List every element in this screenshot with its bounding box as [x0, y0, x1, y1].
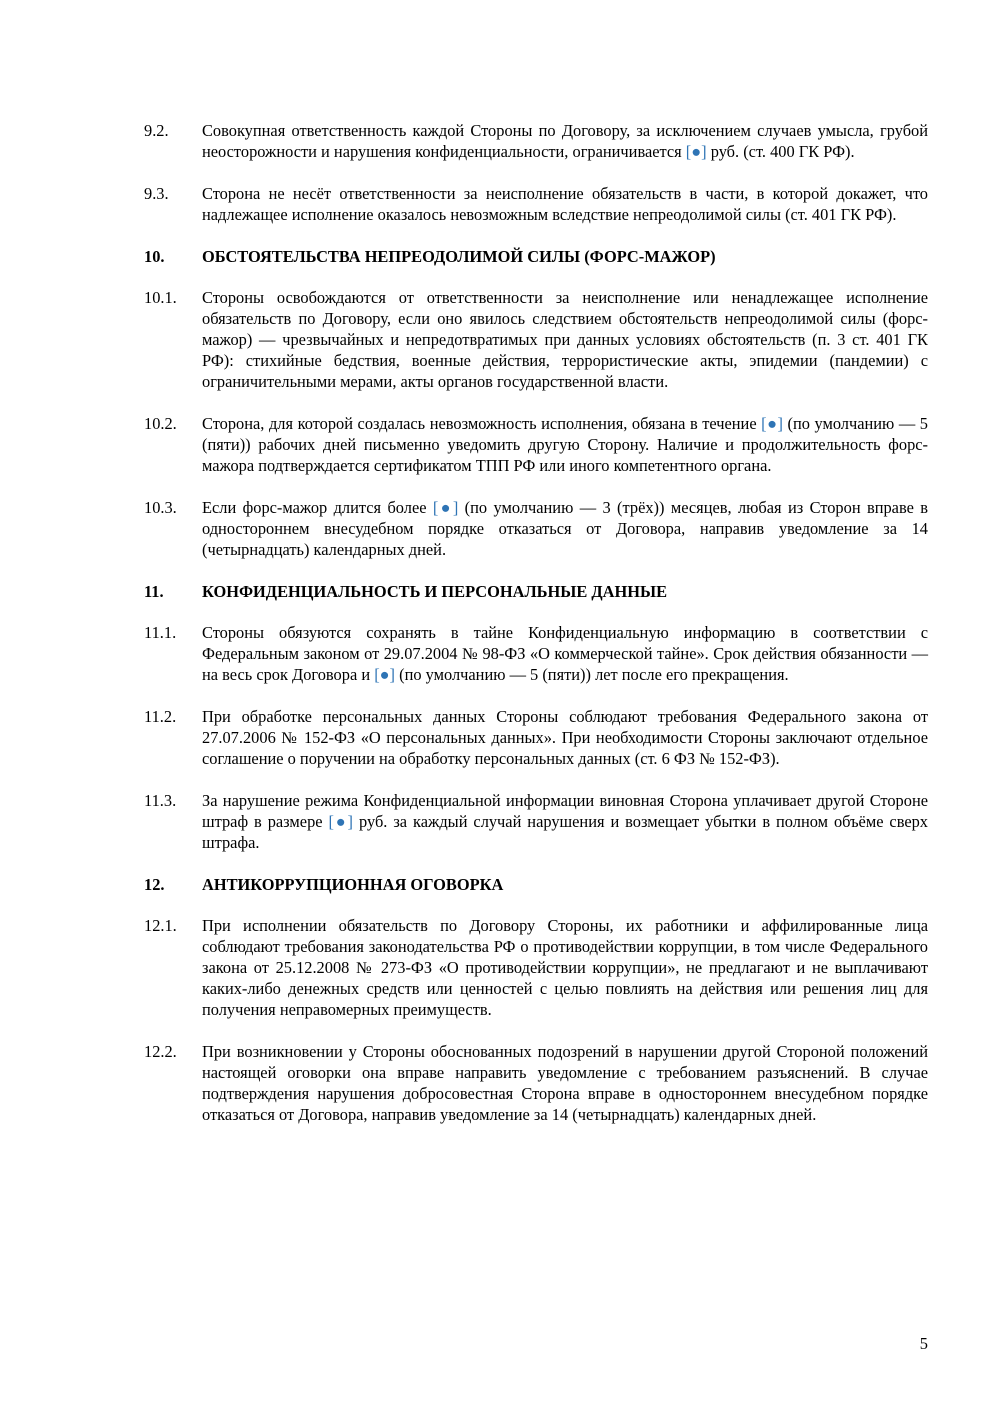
clause-number: 10.3. — [144, 498, 177, 517]
clause-number: 11.2. — [144, 707, 177, 726]
section-number: 12. — [144, 875, 165, 894]
section-title-text: КОНФИДЕНЦИАЛЬНОСТЬ И ПЕРСОНАЛЬНЫЕ ДАННЫЕ — [202, 582, 668, 601]
clause-number: 10.1. — [144, 288, 177, 307]
clause-text-part: Стороны освобождаются от ответственности за неисполнение или ненадлежащее исполнение обязательств по Договору, если оно явилось следствием обстоятельств непреодолимой силы (форс-мажор) — чрезвычайных и непредотвратимых при данных условиях обстоятельств (п. 3 ст. 401 ГК РФ): стихийные бедствия, военные действия, террористические акты, эпидемии (пандемии) с ограничительными мерами, акты органов государственной власти. — [202, 288, 928, 391]
clause-number: 12.1. — [144, 916, 177, 935]
clause-text-part: При обработке персональных данных Стороны соблюдают требования Федерального закона от 27.07.2006 № 152-ФЗ «О персональных данных». При необходимости Стороны заключают отдельное соглашение о поручении на обработку персональных данных (ст. 6 ФЗ № 152-ФЗ). — [202, 707, 928, 768]
placeholder-marker: [●] — [432, 498, 459, 517]
placeholder-marker: [●] — [761, 414, 783, 433]
clause-12-1 — [144, 915, 928, 1020]
section-heading-12 — [144, 874, 928, 895]
clause-text — [202, 622, 928, 685]
section-heading-11 — [144, 581, 928, 602]
placeholder-marker: [●] — [685, 142, 707, 161]
clause-text-part: Совокупная ответственность каждой Стороны по Договору, за исключением случаев умысла, грубой неосторожности и нарушения конфиденциальности, ограничивается — [202, 121, 928, 161]
clause-text — [202, 183, 928, 225]
clause-text — [202, 915, 928, 1020]
section-title-text: АНТИКОРРУПЦИОННАЯ ОГОВОРКА — [202, 875, 504, 894]
clause-text-part: Стороны обязуются сохранять в тайне Конфиденциальную информацию в соответствии с Федеральным законом от 29.07.2004 № 98-ФЗ «О коммерческой тайне». Срок действия обязанности — на весь срок Договора и — [202, 623, 928, 684]
clause-11-2 — [144, 706, 928, 769]
clause-text-part: руб. за каждый случай нарушения и возмещает убытки в полном объёме сверх штрафа. — [202, 812, 928, 852]
clause-10-3 — [144, 497, 928, 560]
clause-9-3 — [144, 183, 928, 225]
section-title-text: ОБСТОЯТЕЛЬСТВА НЕПРЕОДОЛИМОЙ СИЛЫ (ФОРС-МАЖОР) — [202, 247, 716, 266]
clause-text-part: При возникновении у Стороны обоснованных подозрений в нарушении другой Стороной положений настоящей оговорки она вправе направить уведомление с требованием разъяснений. В случае подтверждения нарушения добросовестная Сторона вправе в одностороннем внесудебном порядке отказаться от Договора, направив уведомление за 14 (четырнадцать) календарных дней. — [202, 1042, 928, 1124]
clause-number: 10.2. — [144, 414, 177, 433]
clause-text-part: (по умолчанию — 5 (пяти)) лет после его прекращения. — [395, 665, 789, 684]
clause-text-part: (по умолчанию — 5 (пяти)) рабочих дней письменно уведомить другую Сторону. Наличие и продолжительность форс-мажора подтверждается сертификатом ТПП РФ или иного компетентного органа. — [202, 414, 928, 475]
clause-text-part: За нарушение режима Конфиденциальной информации виновная Сторона уплачивает другой Стороне штраф в размере — [202, 791, 928, 831]
section-number: 11. — [144, 582, 164, 601]
section-title — [202, 246, 928, 267]
clause-10-1 — [144, 287, 928, 392]
clause-10-2 — [144, 413, 928, 476]
clause-text-part: При исполнении обязательств по Договору Стороны, их работники и аффилированные лица соблюдают требования законодательства РФ о противодействии коррупции, в том числе Федерального закона от 25.12.2008 № 273-ФЗ «О противодействии коррупции», не предлагают и не выплачивают каких-либо денежных средств или ценностей с целью повлиять на действия или решения лиц для получения неправомерных преимуществ. — [202, 916, 928, 1019]
placeholder-marker: [●] — [328, 812, 354, 831]
clause-text — [202, 120, 928, 162]
clause-11-1 — [144, 622, 928, 685]
clause-text-part: Если форс-мажор длится более — [202, 498, 433, 517]
clause-text-part: Сторона, для которой создалась невозможность исполнения, обязана в течение — [202, 414, 762, 433]
document-body — [144, 120, 928, 1146]
page-number: 5 — [919, 1334, 928, 1353]
clause-text — [202, 413, 928, 476]
clause-text-part: (по умолчанию — 3 (трёх)) месяцев, любая из Сторон вправе в одностороннем внесудебном порядке отказаться от Договора, направив уведомление за 14 (четырнадцать) календарных дней. — [202, 498, 929, 559]
section-title — [202, 581, 928, 602]
section-number: 10. — [144, 247, 165, 266]
clause-number: 9.2. — [144, 121, 169, 140]
clause-text-part: руб. (ст. 400 ГК РФ). — [706, 142, 855, 161]
section-title — [202, 874, 928, 895]
clause-text — [202, 1041, 928, 1125]
placeholder-marker: [●] — [374, 665, 396, 684]
clause-text — [202, 790, 928, 853]
clause-number: 12.2. — [144, 1042, 177, 1061]
clause-number: 9.3. — [144, 184, 169, 203]
clause-text — [202, 706, 928, 769]
clause-11-3 — [144, 790, 928, 853]
clause-number: 11.3. — [144, 791, 177, 810]
clause-text-part: Сторона не несёт ответственности за неисполнение обязательств в части, в которой докажет, что надлежащее исполнение оказалось невозможным вследствие непреодолимой силы (ст. 401 ГК РФ). — [202, 184, 928, 224]
clause-12-2 — [144, 1041, 928, 1125]
clause-text — [202, 497, 928, 560]
clause-number: 11.1. — [144, 623, 177, 642]
clause-text — [202, 287, 928, 392]
clause-9-2 — [144, 120, 928, 162]
section-heading-10 — [144, 246, 928, 267]
